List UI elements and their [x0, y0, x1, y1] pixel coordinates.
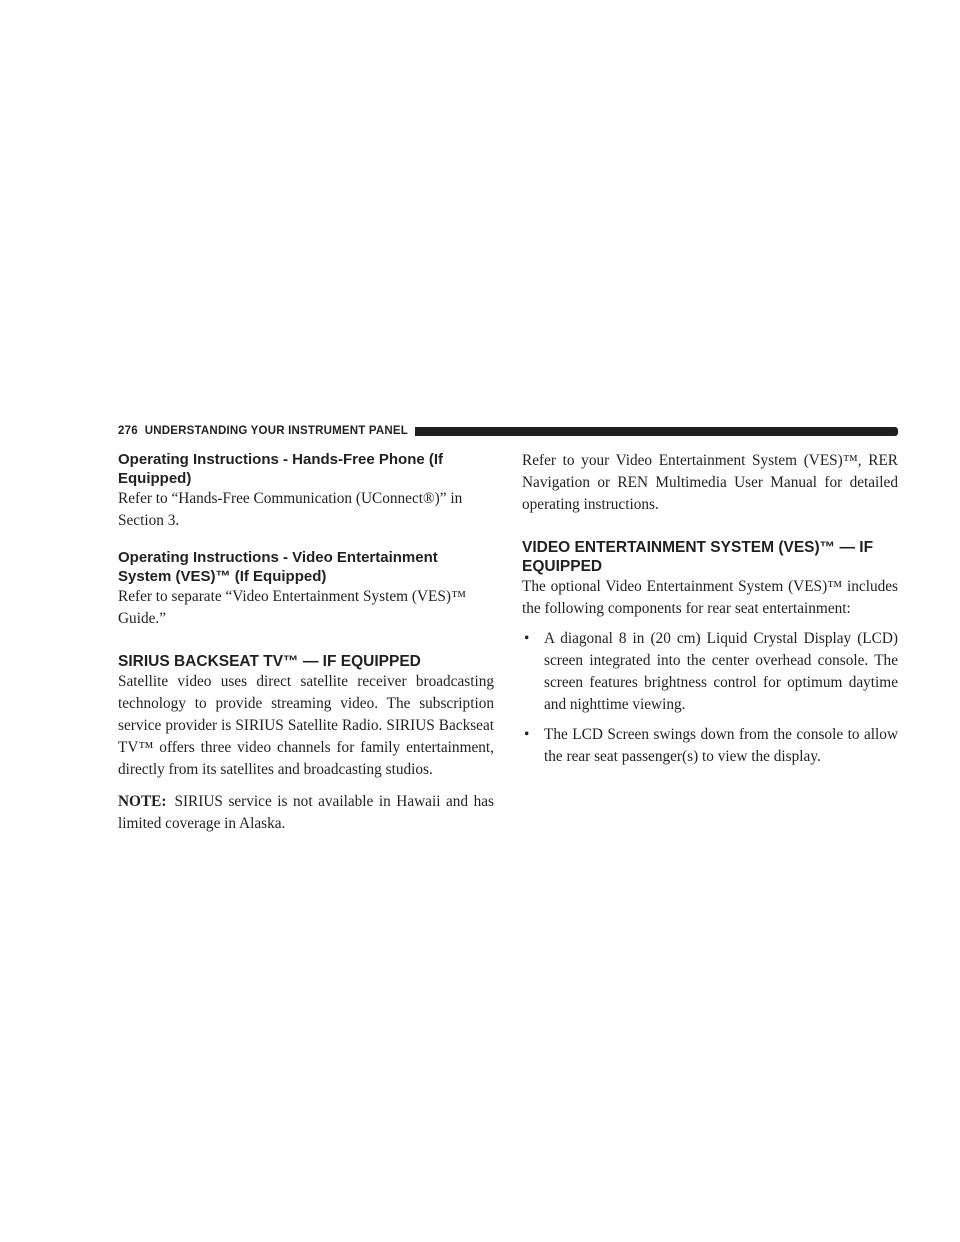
paragraph-ves-instructions: Refer to separate “Video Entertainment System (VES)™ Guide.” [118, 588, 466, 627]
list-item [522, 724, 898, 768]
component-list [522, 628, 898, 768]
heading-sirius-backseat-tv: SIRIUS BACKSEAT TV™ — IF EQUIPPED [118, 653, 421, 670]
chapter-title: UNDERSTANDING YOUR INSTRUMENT PANEL [144, 425, 408, 437]
list-item-text: A diagonal 8 in (20 cm) Liquid Crystal Display (LCD) screen integrated into the center overhead console. The screen features brightness control for optimum daytime and nighttime viewing. [544, 630, 898, 713]
paragraph-sirius-backseat-tv: Satellite video uses direct satellite receiver broadcasting technology to provide streaming video. The subscription service provider is SIRIUS Satellite Radio. SIRIUS Backseat TV™ offers three video channels for family entertainment, directly from its satellites and broadcasting studios. [118, 673, 494, 778]
right-column [522, 450, 898, 776]
note-text: SIRIUS service is not available in Hawaii and has limited coverage in Alaska. [118, 793, 494, 832]
header-rule [415, 427, 898, 436]
bullet-icon: • [524, 726, 530, 743]
paragraph-refer-ves-manual: Refer to your Video Entertainment System (VES)™, RER Navigation or REN Multimedia User Manual for detailed operating instructions. [522, 452, 898, 513]
list-item-text: The LCD Screen swings down from the console to allow the rear seat passenger(s) to view the display. [544, 726, 898, 765]
heading-hands-free-phone: Operating Instructions - Hands-Free Phone (If Equipped) [118, 451, 444, 487]
heading-video-entertainment-system: VIDEO ENTERTAINMENT SYSTEM (VES)™ — IF EQUIPPED [522, 539, 874, 575]
note-paragraph [118, 791, 494, 835]
page-header [118, 421, 898, 441]
left-column [118, 450, 494, 835]
bullet-icon: • [524, 630, 530, 647]
heading-ves-instructions: Operating Instructions - Video Entertainment System (VES)™ (If Equipped) [118, 549, 438, 585]
paragraph-hands-free-phone: Refer to “Hands-Free Communication (UConnect®)” in Section 3. [118, 490, 463, 529]
note-label: NOTE: [118, 793, 167, 810]
list-item [522, 628, 898, 716]
paragraph-ves-components: The optional Video Entertainment System (VES)™ includes the following components for rear seat entertainment: [522, 578, 898, 617]
page-number: 276 [118, 425, 138, 437]
